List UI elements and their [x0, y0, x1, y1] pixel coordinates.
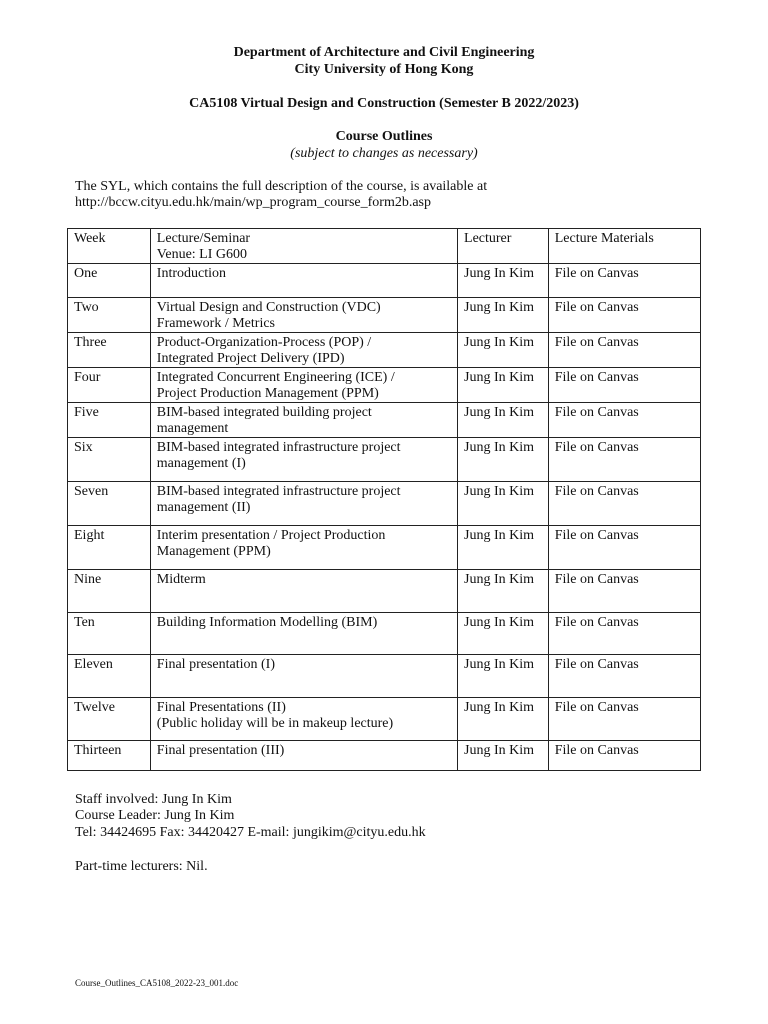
topic-cell	[150, 403, 457, 438]
syl-link[interactable]: http://bccw.cityu.edu.hk/main/wp_program_course_form2b.asp	[75, 195, 432, 210]
topic-cell	[150, 741, 457, 771]
table-row	[68, 438, 701, 482]
materials-cell: File on Canvas	[548, 298, 700, 333]
topic-line: Interim presentation / Project Production	[156, 528, 386, 543]
outline-note: (subject to changes as necessary)	[290, 146, 478, 161]
lecturer-cell: Jung In Kim	[458, 698, 549, 741]
table-row	[68, 333, 701, 368]
header-materials: Lecture Materials	[548, 229, 700, 264]
lecturer-cell: Jung In Kim	[458, 438, 549, 482]
topic-line-2: management (I)	[156, 456, 246, 471]
header-lecturer: Lecturer	[458, 229, 549, 264]
topic-line: BIM-based integrated building project	[156, 405, 372, 420]
week-cell: Three	[68, 333, 151, 368]
topic-line: Midterm	[156, 572, 206, 587]
course-leader: Course Leader: Jung In Kim	[75, 808, 235, 823]
table-row	[68, 741, 701, 771]
topic-line: Integrated Concurrent Engineering (ICE) /	[156, 370, 395, 385]
lecturer-cell: Jung In Kim	[458, 333, 549, 368]
university-title: City University of Hong Kong	[294, 62, 474, 77]
lecturer-cell: Jung In Kim	[458, 482, 549, 526]
table-header-row	[68, 229, 701, 264]
syl-text: The SYL, which contains the full description of the course, is available at	[75, 179, 488, 194]
topic-cell	[150, 698, 457, 741]
header-lecture	[150, 229, 457, 264]
week-cell: Six	[68, 438, 151, 482]
materials-cell: File on Canvas	[548, 698, 700, 741]
week-cell: Eleven	[68, 655, 151, 698]
topic-line: Product-Organization-Process (POP) /	[156, 335, 372, 350]
topic-line-2: (Public holiday will be in makeup lecture)	[156, 716, 394, 731]
lecturer-cell: Jung In Kim	[458, 298, 549, 333]
week-cell: One	[68, 264, 151, 298]
materials-cell: File on Canvas	[548, 741, 700, 771]
topic-line-2: Management (PPM)	[156, 544, 271, 559]
topic-cell	[150, 482, 457, 526]
table-row	[68, 655, 701, 698]
topic-cell	[150, 613, 457, 655]
topic-line: Final Presentations (II)	[156, 700, 286, 715]
topic-line-2: Project Production Management (PPM)	[156, 386, 379, 401]
week-cell: Two	[68, 298, 151, 333]
department-title: Department of Architecture and Civil Engineering	[233, 45, 535, 60]
materials-cell: File on Canvas	[548, 368, 700, 403]
topic-line: Virtual Design and Construction (VDC)	[156, 300, 381, 315]
materials-cell: File on Canvas	[548, 526, 700, 570]
week-cell: Thirteen	[68, 741, 151, 771]
table-row	[68, 526, 701, 570]
materials-cell: File on Canvas	[548, 570, 700, 613]
header-venue-label: Venue: LI G600	[156, 247, 247, 262]
materials-cell: File on Canvas	[548, 264, 700, 298]
lecturer-cell: Jung In Kim	[458, 570, 549, 613]
header-lecture-label: Lecture/Seminar	[156, 231, 251, 246]
week-cell: Eight	[68, 526, 151, 570]
materials-cell: File on Canvas	[548, 438, 700, 482]
topic-cell	[150, 264, 457, 298]
topic-line: Building Information Modelling (BIM)	[156, 615, 378, 630]
table-row	[68, 698, 701, 741]
week-cell: Twelve	[68, 698, 151, 741]
part-time-lecturers: Part-time lecturers: Nil.	[75, 859, 208, 874]
week-cell: Seven	[68, 482, 151, 526]
lecturer-cell: Jung In Kim	[458, 403, 549, 438]
materials-cell: File on Canvas	[548, 482, 700, 526]
lecturer-cell: Jung In Kim	[458, 741, 549, 771]
topic-line-2: management	[156, 421, 229, 436]
topic-cell	[150, 655, 457, 698]
topic-cell	[150, 368, 457, 403]
week-cell: Nine	[68, 570, 151, 613]
topic-line-2: management (II)	[156, 500, 251, 515]
materials-cell: File on Canvas	[548, 333, 700, 368]
table-row	[68, 403, 701, 438]
materials-cell: File on Canvas	[548, 613, 700, 655]
topic-cell	[150, 438, 457, 482]
lecturer-cell: Jung In Kim	[458, 368, 549, 403]
table-row	[68, 570, 701, 613]
topic-line: Final presentation (I)	[156, 657, 275, 672]
lecturer-cell: Jung In Kim	[458, 264, 549, 298]
topic-line: BIM-based integrated infrastructure project	[156, 484, 401, 499]
week-cell: Five	[68, 403, 151, 438]
outline-title: Course Outlines	[335, 129, 433, 144]
topic-cell	[150, 570, 457, 613]
topic-cell	[150, 298, 457, 333]
table-row	[68, 368, 701, 403]
course-title: CA5108 Virtual Design and Construction (Semester B 2022/2023)	[189, 96, 579, 111]
footer-filename: Course_Outlines_CA5108_2022-23_001.doc	[75, 978, 239, 988]
topic-line: BIM-based integrated infrastructure project	[156, 440, 401, 455]
topic-line-2: Integrated Project Delivery (IPD)	[156, 351, 345, 366]
staff-involved: Staff involved: Jung In Kim	[75, 792, 232, 807]
materials-cell: File on Canvas	[548, 403, 700, 438]
table-row	[68, 482, 701, 526]
topic-line: Introduction	[156, 266, 227, 281]
lecturer-cell: Jung In Kim	[458, 655, 549, 698]
contact-info: Tel: 34424695 Fax: 34420427 E-mail: jungikim@cityu.edu.hk	[75, 825, 426, 840]
table-row	[68, 298, 701, 333]
week-cell: Four	[68, 368, 151, 403]
materials-cell: File on Canvas	[548, 655, 700, 698]
topic-cell	[150, 333, 457, 368]
topic-cell	[150, 526, 457, 570]
lecturer-cell: Jung In Kim	[458, 526, 549, 570]
topic-line-2: Framework / Metrics	[156, 316, 275, 331]
week-cell: Ten	[68, 613, 151, 655]
table-row	[68, 264, 701, 298]
course-schedule-table	[67, 228, 701, 771]
lecturer-cell: Jung In Kim	[458, 613, 549, 655]
header-week: Week	[68, 229, 151, 264]
topic-line: Final presentation (III)	[156, 743, 285, 758]
table-row	[68, 613, 701, 655]
